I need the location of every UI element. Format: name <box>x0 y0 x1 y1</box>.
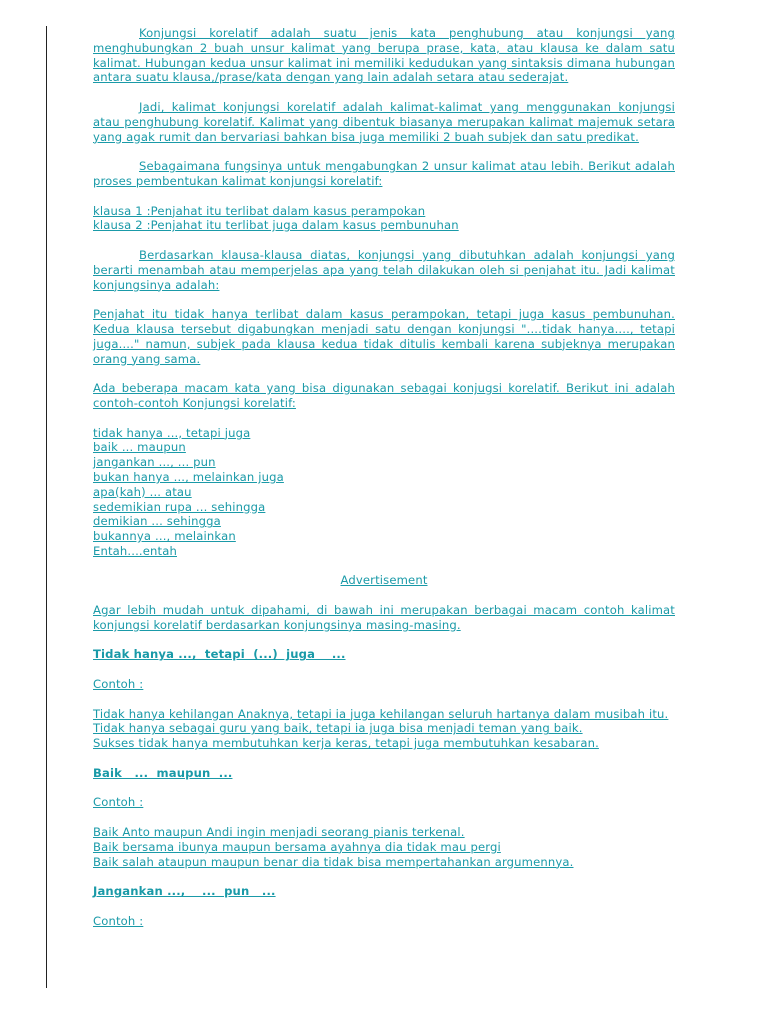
clause-list <box>93 204 675 234</box>
paragraph-definition: Konjungsi korelatif adalah suatu jenis kata penghubung atau konjungsi yang menghubungkan 2 buah unsur kalimat yang berupa prase, kata, atau klausa ke dalam satu kalimat. Hubungan kedua unsur kalimat ini memiliki kedudukan yang sintaksis dimana hubungan antara suatu klausa,/prase/kata dengan yang lain adalah setara atau sederajat. <box>93 26 675 85</box>
paragraph-summary: Jadi, kalimat konjungsi korelatif adalah kalimat-kalimat yang menggunakan konjungsi atau penghubung korelatif. Kalimat yang dibentuk biasanya merupakan kalimat majemuk setara yang agak rumit dan bervariasi bahkan bisa juga memiliki 2 buah subjek dan satu predikat. <box>93 99 675 144</box>
list-item: Entah....entah <box>93 543 177 558</box>
example-label: Contoh : <box>93 913 144 928</box>
paragraph-process-intro: Sebagaimana fungsinya untuk mengabungkan 2 unsur kalimat atau lebih. Berikut adalah proses pembentukan kalimat konjungsi korelatif: <box>93 159 675 188</box>
section-heading: Tidak hanya ..., tetapi (...) juga ... <box>93 647 346 662</box>
paragraph-result: Penjahat itu tidak hanya terlibat dalam kasus perampokan, tetapi juga kasus pembunuhan. Kedua klausa tersebut digabungkan menjadi satu dengan konjungsi "....tidak hanya...., tetapi juga...." namun, subjek pada klausa kedua tidak ditulis kembali karena subjeknya merupakan orang yang sama. <box>93 307 675 366</box>
list-item: tidak hanya ..., tetapi juga <box>93 425 251 440</box>
clause-1: klausa 1 :Penjahat itu terlibat dalam kasus perampokan <box>93 203 426 218</box>
example-sentence: Sukses tidak hanya membutuhkan kerja keras, tetapi juga membutuhkan kesabaran. <box>93 736 599 751</box>
list-item: demikian ... sehingga <box>93 514 221 529</box>
example-sentence: Baik Anto maupun Andi ingin menjadi seorang pianis terkenal. <box>93 825 465 840</box>
list-item: apa(kah) ... atau <box>93 484 192 499</box>
clause-2: klausa 2 :Penjahat itu terlibat juga dalam kasus pembunuhan <box>93 218 459 233</box>
advertisement-link[interactable]: Advertisement <box>340 573 428 588</box>
list-item: bukannya ..., melainkan <box>93 529 236 544</box>
list-item: bukan hanya ..., melainkan juga <box>93 469 284 484</box>
example-list <box>93 825 675 869</box>
example-list <box>93 707 675 751</box>
section-heading: Baik ... maupun ... <box>93 765 233 780</box>
example-sentence: Baik salah ataupun maupun benar dia tidak bisa mempertahankan argumennya. <box>93 854 574 869</box>
conjunction-list <box>93 426 675 559</box>
paragraph-list-intro: Ada beberapa macam kata yang bisa digunakan sebagai konjugsi korelatif. Berikut ini adalah contoh-contoh Konjungsi korelatif: <box>93 381 675 410</box>
left-margin-rule <box>46 26 47 988</box>
paragraph-examples-intro: Agar lebih mudah untuk dipahami, di bawah ini merupakan berbagai macam contoh kalimat konjungsi korelatif berdasarkan konjungsinya masing-masing. <box>93 603 675 632</box>
list-item: baik ... maupun <box>93 440 186 455</box>
section-heading: Jangankan ..., ... pun ... <box>93 884 276 899</box>
list-item: jangankan ..., ... pun <box>93 455 216 470</box>
example-label: Contoh : <box>93 795 144 810</box>
example-label: Contoh : <box>93 677 144 692</box>
example-sentence: Baik bersama ibunya maupun bersama ayahnya dia tidak mau pergi <box>93 839 501 854</box>
list-item: sedemikian rupa ... sehingga <box>93 499 266 514</box>
example-sentence: Tidak hanya kehilangan Anaknya, tetapi ia juga kehilangan seluruh hartanya dalam musibah itu. <box>93 706 669 721</box>
document-page <box>93 26 675 943</box>
paragraph-analysis: Berdasarkan klausa-klausa diatas, konjungsi yang dibutuhkan adalah konjungsi yang berarti menambah atau memperjelas apa yang telah dilakukan oleh si penjahat itu. Jadi kalimat konjungsinya adalah: <box>93 247 675 292</box>
example-sentence: Tidak hanya sebagai guru yang baik, tetapi ia juga bisa menjadi teman yang baik. <box>93 721 583 736</box>
